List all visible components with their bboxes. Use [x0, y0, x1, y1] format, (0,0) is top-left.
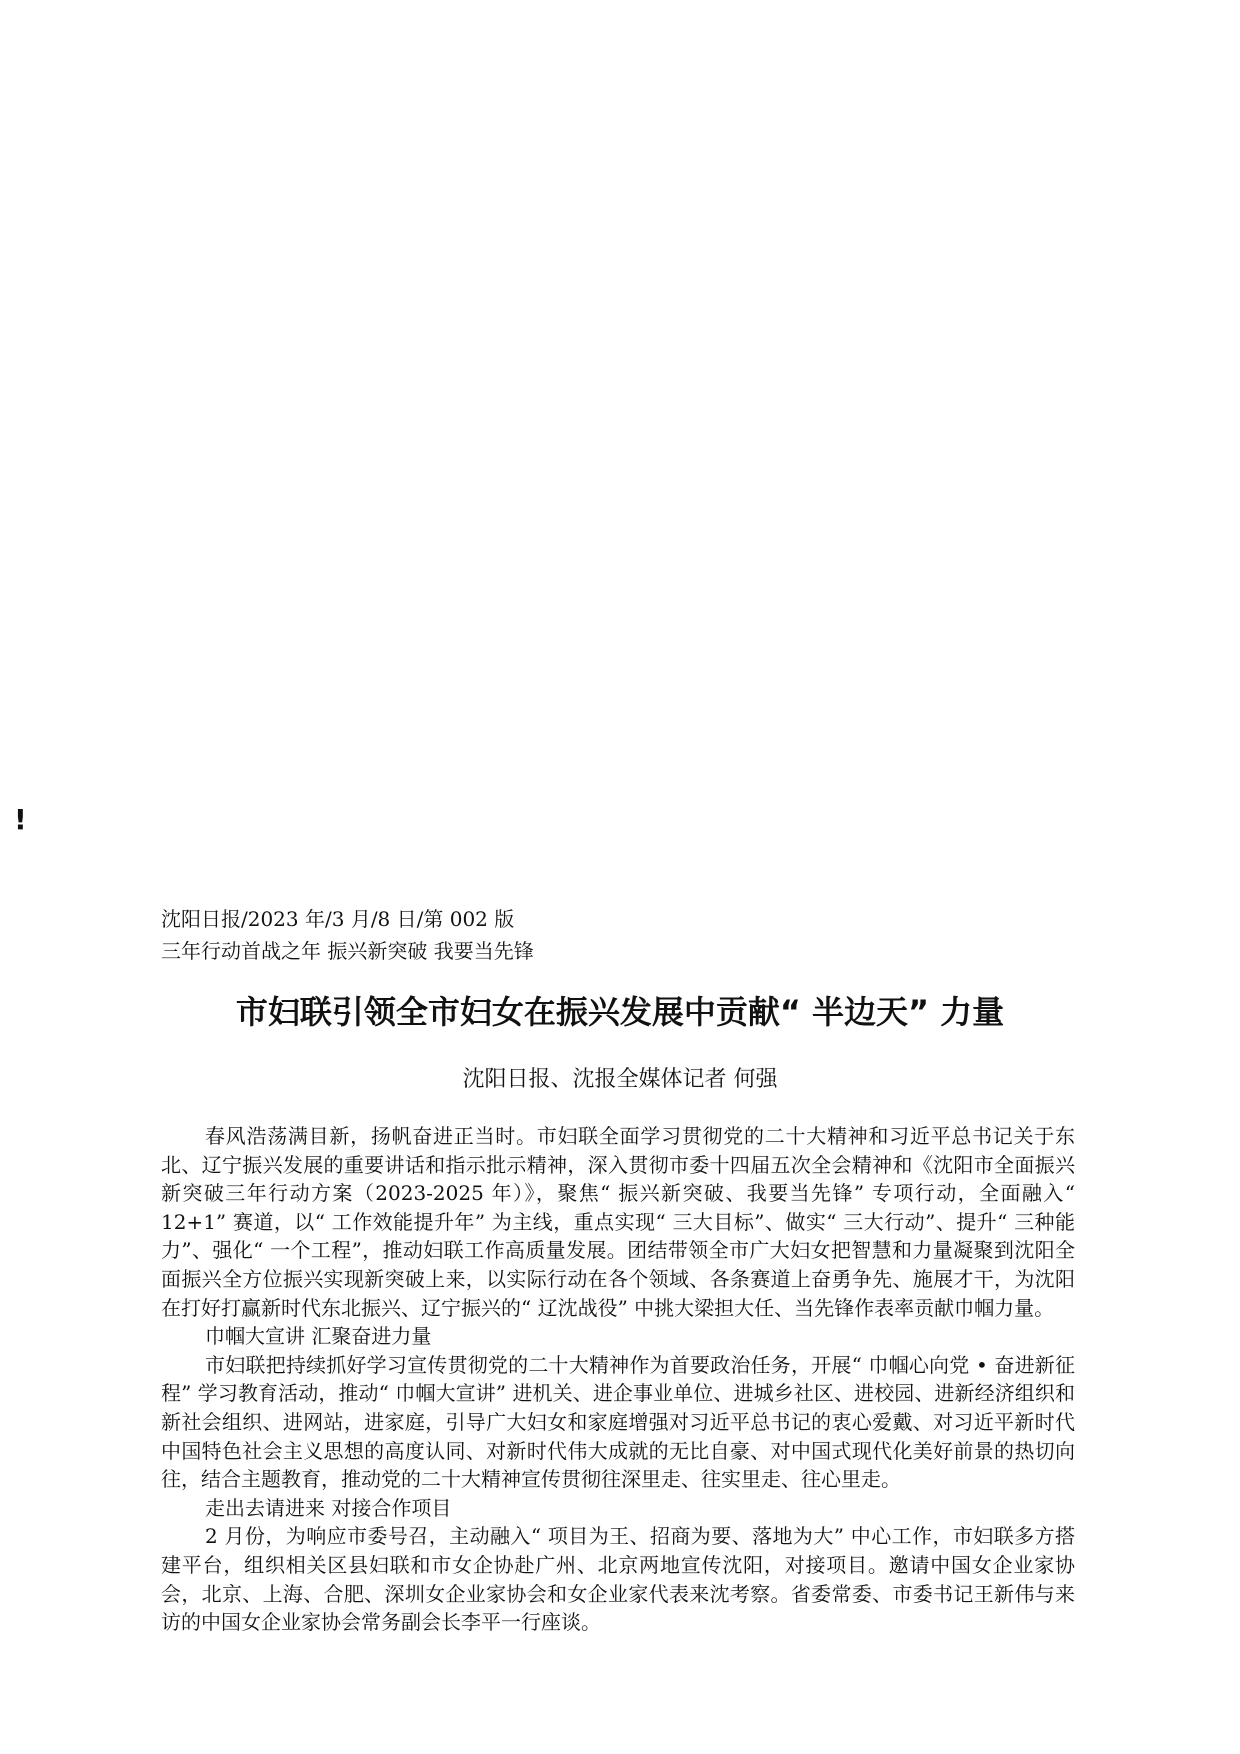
article-headline: 市妇联引领全市妇女在振兴发展中贡献“ 半边天” 力量	[235, 993, 1005, 1031]
article-body	[161, 1122, 1075, 1637]
column-line: 三年行动首战之年 振兴新突破 我要当先锋	[161, 939, 534, 963]
section-heading-propaganda: 巾帼大宣讲 汇聚奋进力量	[205, 1324, 432, 1349]
section-heading-cooperation: 走出去请进来 对接合作项目	[205, 1495, 452, 1520]
paragraph-cooperation: 2 月份，为响应市委号召，主动融入“ 项目为王、招商为要、落地为大” 中心工作，市妇联多方搭建平台，组织相关区县妇联和市女企协赴广州、北京两地宣传沈阳，对接项目。邀请中国女企业家协会，北京、上海、合肥、深圳女企业家协会和女企业家代表来沈考察。省委常委、市委书记王新伟与来访的中国女企业家协会常务副会长李平一行座谈。	[161, 1524, 1075, 1635]
exclamation-mark: !	[14, 803, 27, 836]
article-byline: 沈阳日报、沈报全媒体记者 何强	[462, 1067, 778, 1092]
source-line: 沈阳日报/2023 年/3 月/8 日/第 002 版	[161, 907, 515, 931]
paragraph-intro: 春风浩荡满目新，扬帆奋进正当时。市妇联全面学习贯彻党的二十大精神和习近平总书记关于东北、辽宁振兴发展的重要讲话和指示批示精神，深入贯彻市委十四届五次全会精神和《沈阳市全面振兴新突破三年行动方案（2023-2025 年）》，聚焦“ 振兴新突破、我要当先锋” 专项行动，全面融入“ 12+1” 赛道，以“ 工作效能提升年” 为主线，重点实现“ 三大目标”、做实“ 三大行动”、提升“ 三种能力”、强化“ 一个工程”，推动妇联工作高质量发展。团结带领全市广大妇女把智慧和力量凝聚到沈阳全面振兴全方位振兴实现新突破上来，以实际行动在各个领域、各条赛道上奋勇争先、施展才干，为沈阳在打好打赢新时代东北振兴、辽宁振兴的“ 辽沈战役” 中挑大梁担大任、当先锋作表率贡献巾帼力量。	[161, 1124, 1075, 1320]
paragraph-propaganda: 市妇联把持续抓好学习宣传贯彻党的二十大精神作为首要政治任务，开展“ 巾帼心向党 • 奋进新征程” 学习教育活动，推动“ 巾帼大宣讲” 进机关、进企事业单位、进城乡社区、进校园、进新经济组织和新社会组织、进网站，进家庭，引导广大妇女和家庭增强对习近平总书记的衷心爱戴、对习近平新时代中国特色社会主义思想的高度认同、对新时代伟大成就的无比自豪、对中国式现代化美好前景的热切向往，结合主题教育，推动党的二十大精神宣传贯彻往深里走、往实里走、往心里走。	[161, 1352, 1075, 1492]
